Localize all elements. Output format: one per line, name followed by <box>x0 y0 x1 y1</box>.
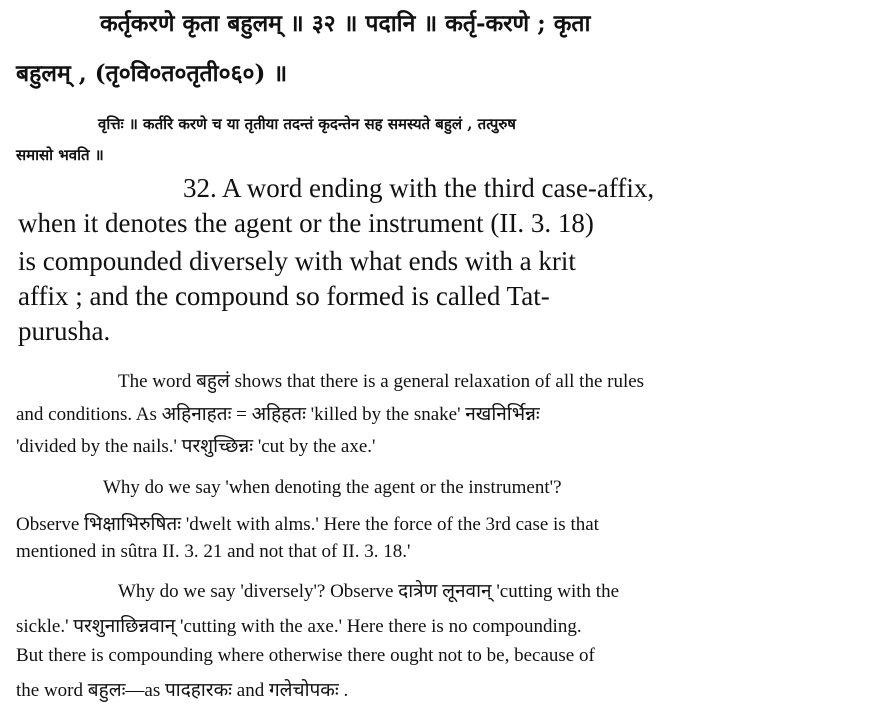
commentary-p3-line-2: sickle.' परशुनाछिन्नवान् 'cutting with the axe.' Here there is no compounding. <box>16 616 582 637</box>
sutra-line-2: बहुलम् , (तृ०वि०त०तृती०६०) ॥ <box>16 60 288 87</box>
vritti-line-2: समासो भवति ॥ <box>16 146 104 164</box>
commentary-p2-line-1: Why do we say 'when denoting the agent or the instrument'? <box>103 477 562 498</box>
commentary-p1-line-1: The word बहुलं shows that there is a general relaxation of all the rules <box>118 371 645 392</box>
commentary-p3-line-4: the word बहुलः—as पादहारकः and गलेचोपकः . <box>16 680 349 701</box>
translation-line-1: 32. A word ending with the third case-affix, <box>183 173 655 203</box>
commentary-p2-line-3: mentioned in sûtra II. 3. 21 and not that of II. 3. 18.' <box>16 541 411 562</box>
translation-line-3: is compounded diversely with what ends with a krit <box>18 246 576 276</box>
vritti-line-1: वृत्तिः ॥ कर्तरि करणे च या तृतीया तदन्तं कृदन्तेन सह समस्यते बहुलं , तत्पुरुष <box>98 115 516 133</box>
translation-line-2: when it denotes the agent or the instrument (II. 3. 18) <box>18 208 594 238</box>
translation-line-5: purusha. <box>18 316 111 346</box>
commentary-p2-line-2: Observe भिक्षाभिरुषितः 'dwelt with alms.' Here the force of the 3rd case is that <box>16 514 599 535</box>
sutra-line-1: कर्तृकरणे कृता बहुलम् ॥ ३२ ॥ पदानि ॥ कर्तृ-करणे ; कृता <box>100 10 591 37</box>
commentary-p1-line-2: and conditions. As अहिनाहतः = अहिहतः 'killed by the snake' नखनिर्भिन्नः <box>16 404 540 425</box>
commentary-p3-line-3: But there is compounding where otherwise there ought not to be, because of <box>16 645 595 666</box>
commentary-p3-line-1: Why do we say 'diversely'? Observe दात्रेण लूनवान् 'cutting with the <box>118 581 620 602</box>
translation-line-4: affix ; and the compound so formed is called Tat- <box>18 281 550 311</box>
commentary-p1-line-3: 'divided by the nails.' परशुच्छिन्नः 'cut by the axe.' <box>16 436 376 457</box>
